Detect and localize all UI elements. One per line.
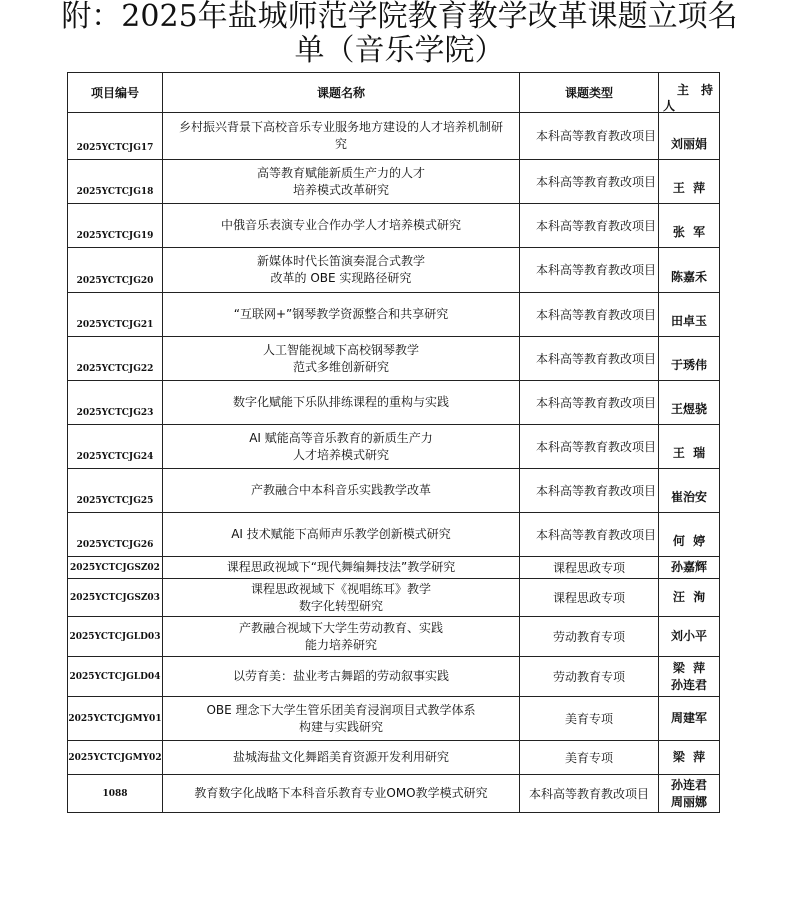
project-code-cell: 2025YCTCJG23 [68,381,163,425]
project-name-cell [163,337,520,381]
table-row [68,513,720,557]
project-code-cell: 2025YCTCJG25 [68,469,163,513]
project-name-cell [163,557,520,579]
table-row [68,657,720,697]
project-name-line-2: 改革的 OBE 实现路径研究 [270,271,412,285]
project-name-cell [163,204,520,248]
project-name-line-1: 乡村振兴背景下高校音乐专业服务地方建设的人才培养机制研 [178,120,503,134]
table-row [68,248,720,293]
table-row [68,697,720,741]
project-type-cell: 本科高等教育教改项目 [520,113,659,160]
table-row [68,741,720,775]
project-code-cell: 2025YCTCJG20 [68,248,163,293]
table-row [68,557,720,579]
host-name-1: 于琇伟 [670,358,707,372]
project-code-cell: 2025YCTCJGSZ03 [68,579,163,617]
project-type-cell: 本科高等教育教改项目 [520,425,659,469]
project-name-cell [163,293,520,337]
project-name-line-1: “互联网+”钢琴教学资源整合和共享研究 [233,307,449,321]
project-name-line-1: 产教融合中本科音乐实践教学改革 [250,483,431,497]
project-name-cell [163,248,520,293]
project-host-cell [659,557,720,579]
project-name-line-1: 教育数字化战略下本科音乐教育专业OMO教学模式研究 [194,786,488,800]
project-type-cell: 本科高等教育教改项目 [520,204,659,248]
host-name-2: 孙连君 [670,677,707,692]
project-name-cell [163,160,520,204]
host-name-1: 汪 洵 [672,590,706,604]
project-name-line-1: OBE 理念下大学生管乐团美育浸润项目式教学体系 [206,702,476,717]
project-code-cell: 2025YCTCJGLD03 [68,617,163,657]
project-host-cell [659,204,720,248]
project-name-cell [163,513,520,557]
project-name-cell [163,113,520,160]
project-name-cell [163,425,520,469]
project-name-cell [163,381,520,425]
project-host-cell [659,579,720,617]
project-host-cell [659,617,720,657]
host-name-1: 梁 萍 [672,750,706,764]
project-name-line-2: 能力培养研究 [304,637,377,652]
project-host-cell [659,425,720,469]
project-name-line-1: 以劳育美：盐业考古舞蹈的劳动叙事实践 [232,669,449,683]
host-name-1: 田卓玉 [670,314,707,328]
host-name-1: 刘丽娟 [670,137,707,151]
title-line-2: 单（音乐学院） [294,33,505,68]
project-name-line-2: 人才培养模式研究 [292,447,389,462]
project-host-cell [659,469,720,513]
table-row [68,775,720,813]
host-name-1: 梁 萍 [672,660,706,675]
project-code-cell: 2025YCTCJGSZ02 [68,557,163,579]
project-code-cell: 2025YCTCJG22 [68,337,163,381]
table-row [68,113,720,160]
project-name-cell [163,657,520,697]
host-name-1: 张 军 [672,225,706,239]
header-host-char3: 人 [663,99,676,113]
project-host-cell [659,381,720,425]
project-host-cell [659,248,720,293]
host-name-1: 陈嘉禾 [670,270,707,284]
project-type-cell: 美育专项 [520,697,659,741]
header-type: 课题类型 [520,73,659,113]
project-name-line-1: 高等教育赋能新质生产力的人才 [256,165,425,180]
table-row [68,337,720,381]
project-type-cell: 本科高等教育教改项目 [520,775,659,813]
title-line-1: 附：2025年盐城师范学院教育教学改革课题立项名 [61,0,738,34]
project-type-cell: 本科高等教育教改项目 [520,337,659,381]
project-host-cell [659,697,720,741]
project-name-line-1: AI 赋能高等音乐教育的新质生产力 [249,430,433,445]
host-name-1: 刘小平 [670,629,707,643]
table-row [68,204,720,248]
project-host-cell [659,113,720,160]
project-code-cell: 2025YCTCJG18 [68,160,163,204]
project-type-cell: 课程思政专项 [520,579,659,617]
project-name-line-1: AI 技术赋能下高师声乐教学创新模式研究 [231,527,451,541]
project-name-line-1: 人工智能视域下高校钢琴教学 [262,342,419,357]
host-name-1: 周建军 [670,711,707,725]
host-name-1: 孙嘉辉 [670,560,707,574]
project-code-cell: 2025YCTCJG26 [68,513,163,557]
project-name-line-2: 数字化转型研究 [298,598,383,613]
project-host-cell [659,293,720,337]
project-code-cell: 2025YCTCJG24 [68,425,163,469]
header-host-char2: 持 [701,83,714,97]
table-row [68,617,720,657]
table-header-row [68,73,720,113]
project-type-cell: 本科高等教育教改项目 [520,248,659,293]
table-row [68,160,720,204]
project-code-cell: 2025YCTCJGLD04 [68,657,163,697]
project-type-cell: 劳动教育专项 [520,657,659,697]
project-name-line-2: 究 [334,137,347,151]
project-type-cell: 本科高等教育教改项目 [520,160,659,204]
project-type-cell: 课程思政专项 [520,557,659,579]
host-name-1: 崔治安 [670,490,707,504]
project-code-cell: 2025YCTCJG21 [68,293,163,337]
project-type-cell: 本科高等教育教改项目 [520,469,659,513]
host-name-1: 孙连君 [670,777,707,792]
project-host-cell [659,775,720,813]
project-type-cell: 美育专项 [520,741,659,775]
project-code-cell: 2025YCTCJGMY02 [68,741,163,775]
document-title [0,0,799,68]
host-name-2: 周丽娜 [670,794,707,809]
project-code-cell: 2025YCTCJG19 [68,204,163,248]
project-name-line-1: 中俄音乐表演专业合作办学人才培养模式研究 [220,218,461,232]
project-table [67,72,720,813]
project-name-line-2: 构建与实践研究 [298,719,383,734]
header-code: 项目编号 [68,73,163,113]
project-code-cell: 2025YCTCJGMY01 [68,697,163,741]
table-row [68,293,720,337]
project-type-cell: 本科高等教育教改项目 [520,293,659,337]
project-code-cell: 2025YCTCJG17 [68,113,163,160]
header-name: 课题名称 [163,73,520,113]
project-host-cell [659,657,720,697]
project-name-line-1: 课程思政视域下《视唱练耳》教学 [250,581,431,596]
project-name-cell [163,469,520,513]
project-host-cell [659,337,720,381]
project-name-line-1: 产教融合视域下大学生劳动教育、实践 [238,620,443,635]
project-code-cell: 1088 [68,775,163,813]
project-name-line-2: 培养模式改革研究 [292,182,389,197]
table-row [68,381,720,425]
host-name-1: 何 婷 [672,534,706,548]
table-body [68,113,720,813]
project-type-cell: 本科高等教育教改项目 [520,381,659,425]
project-name-line-1: 数字化赋能下乐队排练课程的重构与实践 [232,395,449,409]
project-name-cell [163,741,520,775]
project-name-line-1: 新媒体时代长笛演奏混合式教学 [256,254,425,268]
table-row [68,469,720,513]
project-name-cell [163,697,520,741]
header-host-char1: 主 [677,83,690,97]
header-host [659,73,720,113]
project-type-cell: 本科高等教育教改项目 [520,513,659,557]
host-name-1: 王 萍 [672,181,706,195]
project-host-cell [659,160,720,204]
project-name-cell [163,617,520,657]
project-type-cell: 劳动教育专项 [520,617,659,657]
project-name-line-2: 范式多维创新研究 [292,359,389,374]
table-row [68,425,720,469]
project-name-line-1: 盐城海盐文化舞蹈美育资源开发利用研究 [232,750,449,764]
project-name-line-1: 课程思政视域下“现代舞编舞技法”教学研究 [226,560,456,574]
table-row [68,579,720,617]
project-host-cell [659,513,720,557]
host-name-1: 王煜骁 [670,402,707,416]
project-name-cell [163,775,520,813]
project-name-cell [163,579,520,617]
host-name-1: 王 瑞 [672,446,706,460]
project-host-cell [659,741,720,775]
